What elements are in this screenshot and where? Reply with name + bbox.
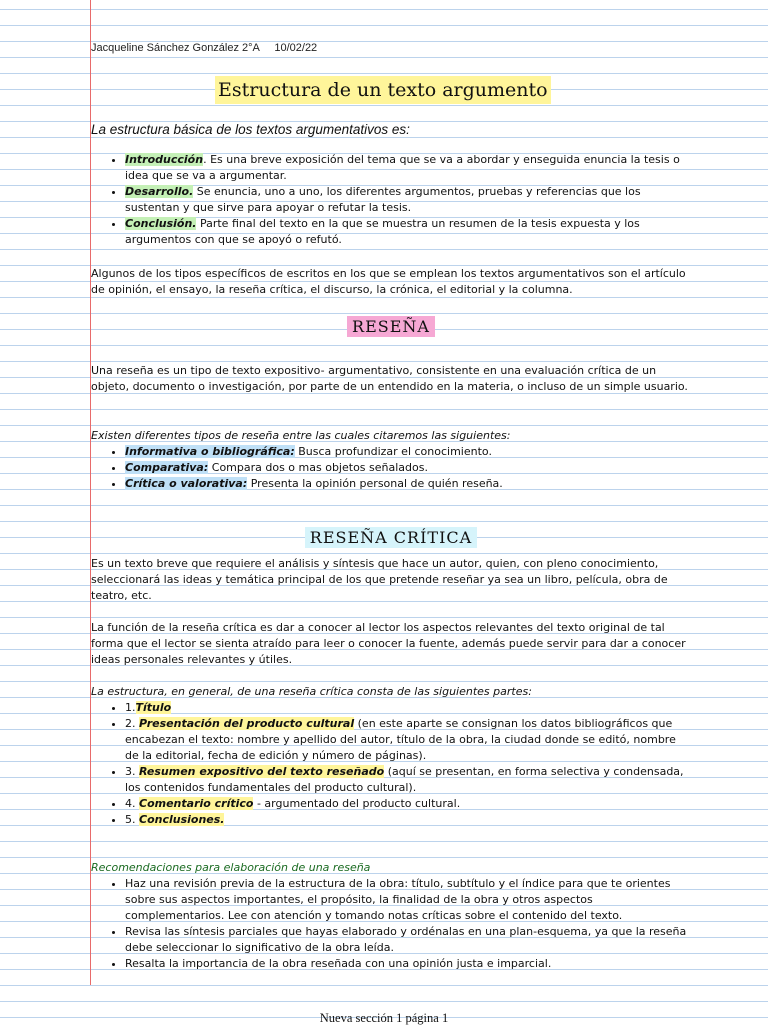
- term-resumen: Resumen expositivo del texto reseñado: [139, 765, 385, 778]
- list-item: • 4. Comentario crítico - argumentado del producto cultural.: [125, 796, 691, 812]
- page-header: [91, 42, 317, 54]
- intro-line: La estructura básica de los textos argumentativos es:: [91, 122, 410, 137]
- structure-list: [91, 152, 691, 248]
- term-conclusiones: Conclusiones.: [139, 813, 225, 826]
- list-item: • Crítica o valorativa: Presenta la opinión personal de quién reseña.: [125, 476, 691, 492]
- list-item: • Haz una revisión previa de la estructura de la obra: título, subtítulo y el índice para que te orientes sobre sus aspectos importantes, el propósito, la finalidad de la obra y otros aspectos complementarios. Lee con atención y tomando notas críticas sobre el contenido del texto.: [125, 876, 691, 924]
- term-critica: Crítica o valorativa:: [125, 477, 248, 490]
- structure-list-block: [91, 152, 691, 248]
- author-label: Jacqueline Sánchez González 2°A: [91, 42, 260, 54]
- types-paragraph-block: [91, 266, 691, 298]
- list-item: • Resalta la importancia de la obra reseñada con una opinión justa e imparcial.: [125, 956, 691, 972]
- page-footer: Nueva sección 1 página 1: [319, 1011, 449, 1025]
- list-item: • 2. Presentación del producto cultural (en este aparte se consignan los datos bibliográficos que encabezan el texto: nombre y apellido del autor, título de la obra, la ciudad donde se editó, nombre de la editorial, fecha de edición y número de páginas).: [125, 716, 691, 764]
- critica-function: La función de la reseña crítica es dar a conocer al lector los aspectos relevantes del texto original de tal forma que el lector se sienta atraído para leer o conocer la fuente, además puede servir para dar a conocer ideas personales relevantes y útiles.: [91, 621, 686, 666]
- resena-types-block: [91, 428, 691, 492]
- term-conclusion: Conclusión.: [125, 217, 197, 230]
- critica-parts-intro: La estructura, en general, de una reseña crítica consta de las siguientes partes:: [91, 685, 532, 698]
- resena-types-intro: Existen diferentes tipos de reseña entre las cuales citaremos las siguientes:: [91, 429, 511, 442]
- critica-heading-wrap: [91, 527, 691, 548]
- critica-parts-block: [91, 684, 691, 828]
- list-item: • Introducción. Es una breve exposición del tema que se va a abordar y enseguida enuncia la tesis o idea que se va a argumentar.: [125, 152, 691, 184]
- term-desarrollo: Desarrollo.: [125, 185, 194, 198]
- resena-types-list: [91, 444, 691, 492]
- list-item: • Desarrollo. Se enuncia, uno a uno, los diferentes argumentos, pruebas y referencias que los sustentan y que sirve para apoyar o refutar la tesis.: [125, 184, 691, 216]
- term-presentacion: Presentación del producto cultural: [139, 717, 355, 730]
- date-label: 10/02/22: [274, 42, 318, 54]
- title-wrap: [215, 76, 551, 104]
- margin-line: [90, 0, 91, 985]
- term-comparativa: Comparativa:: [125, 461, 209, 474]
- list-item: • 3. Resumen expositivo del texto reseñado (aquí se presentan, en forma selectiva y condensada, los contenidos fundamentales del producto cultural).: [125, 764, 691, 796]
- list-item: • Conclusión. Parte final del texto en la que se muestra un resumen de la tesis expuesta y los argumentos con que se apoyó o refutó.: [125, 216, 691, 248]
- list-item: • Informativa o bibliográfica: Busca profundizar el conocimiento.: [125, 444, 691, 460]
- list-item: • 5. Conclusiones.: [125, 812, 691, 828]
- recommendations-heading: Recomendaciones para elaboración de una reseña: [91, 861, 371, 874]
- resena-definition-block: [91, 363, 691, 395]
- list-item: • Revisa las síntesis parciales que hayas elaborado y ordénalas en una plan-esquema, ya que la reseña debe seleccionar lo significativo de la obra leída.: [125, 924, 691, 956]
- critica-function-block: [91, 620, 691, 668]
- critica-heading: RESEÑA CRÍTICA: [305, 527, 477, 548]
- recommendations-list: [91, 876, 691, 972]
- resena-heading-wrap: [91, 316, 691, 337]
- critica-definition-block: [91, 556, 691, 604]
- resena-definition: Una reseña es un tipo de texto expositivo- argumentativo, consistente en una evaluación crítica de un objeto, documento o investigación, por parte de un entendido en la materia, o incluso de un simple usuario.: [91, 364, 688, 393]
- page-title: Estructura de un texto argumento: [215, 76, 551, 104]
- list-item: • 1.Título: [125, 700, 691, 716]
- resena-heading: RESEÑA: [347, 316, 435, 337]
- term-titulo: Título: [135, 701, 172, 714]
- term-comentario: Comentario crítico: [139, 797, 254, 810]
- term-introduccion: Introducción: [125, 153, 204, 166]
- types-paragraph: Algunos de los tipos específicos de escritos en los que se emplean los textos argumentativos son el artículo de opinión, el ensayo, la reseña crítica, el discurso, la crónica, el editorial y la columna.: [91, 267, 686, 296]
- term-informativa: Informativa o bibliográfica:: [125, 445, 295, 458]
- critica-parts-list: [91, 700, 691, 828]
- critica-definition: Es un texto breve que requiere el análisis y síntesis que hace un autor, quien, con pleno conocimiento, seleccionará las ideas y temática principal de los que pretende reseñar ya sea un libro, película, obra de teatro, etc.: [91, 557, 668, 602]
- recommendations-block: [91, 860, 691, 972]
- list-item: • Comparativa: Compara dos o mas objetos señalados.: [125, 460, 691, 476]
